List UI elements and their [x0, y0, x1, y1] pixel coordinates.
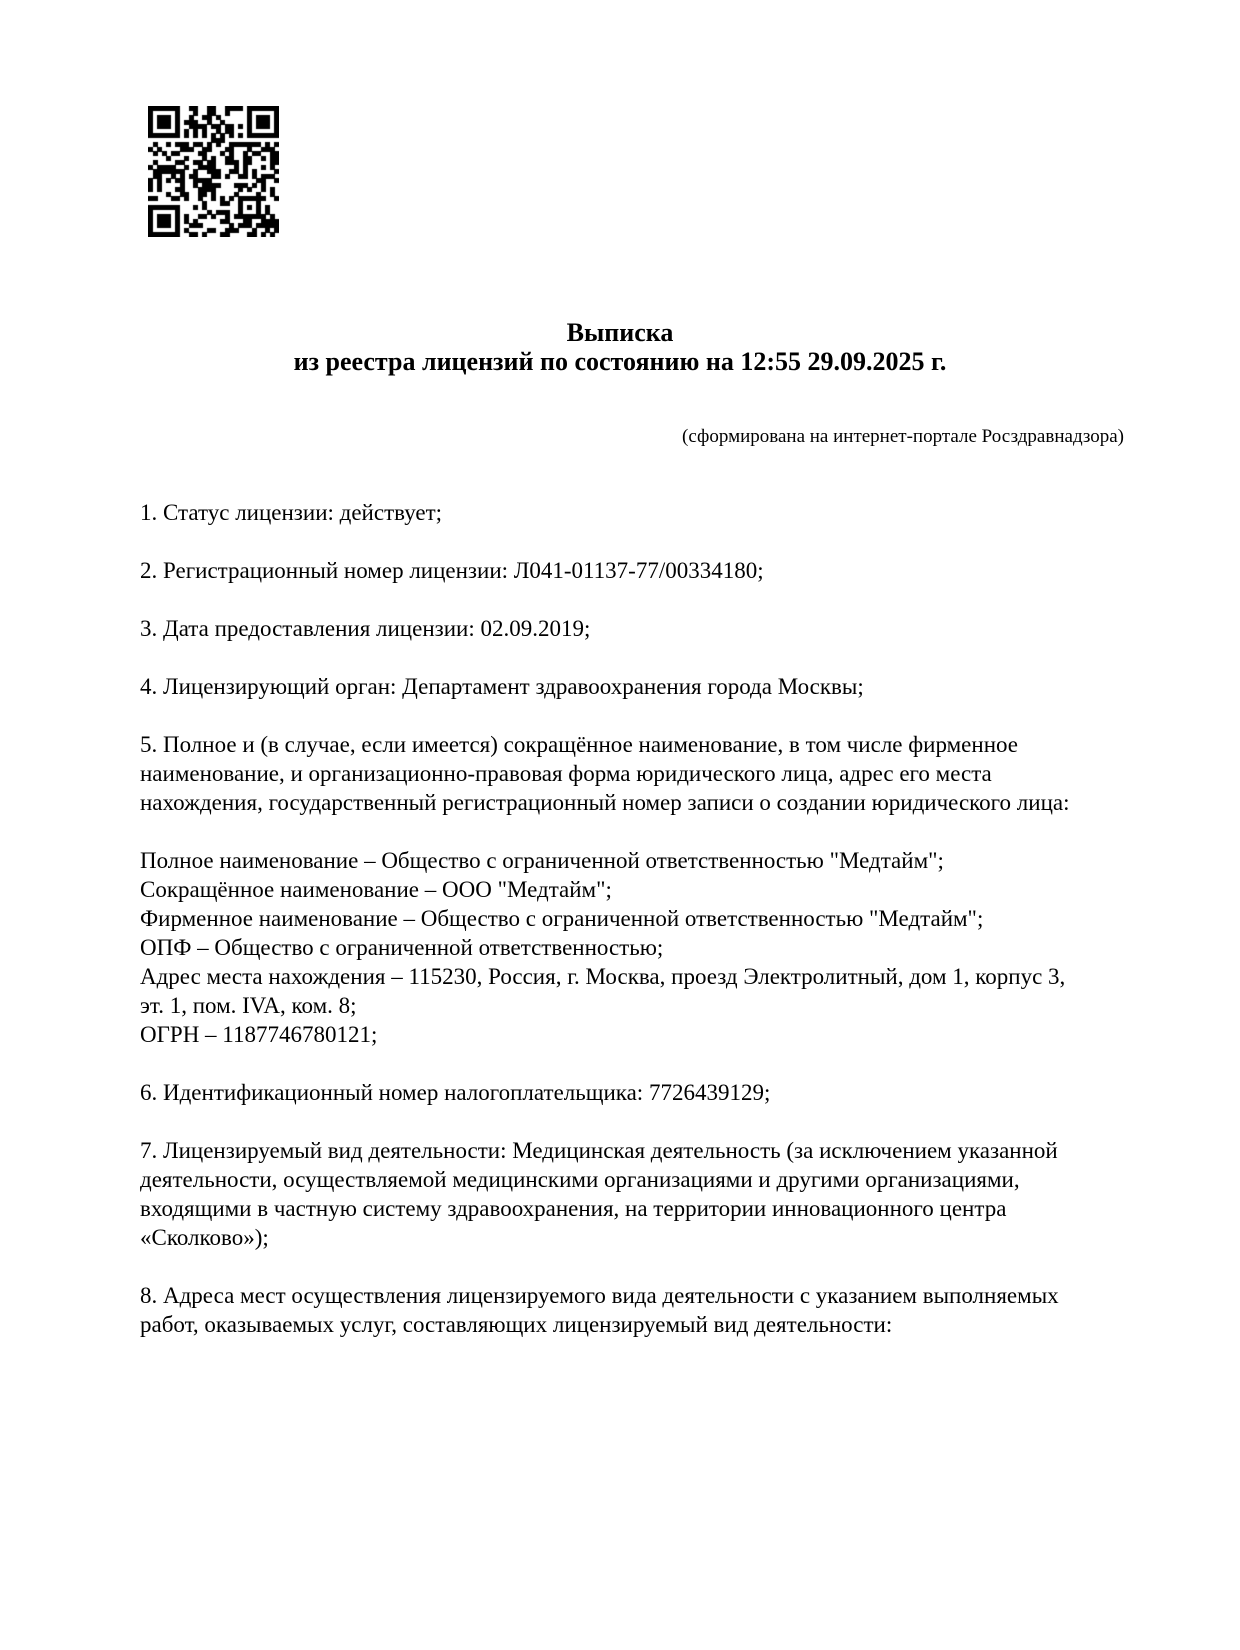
text-line: Полное наименование – Общество с ограниченной ответственностью "Медтайм";	[140, 848, 944, 873]
paragraph	[140, 556, 1115, 585]
text-line: 8. Адреса мест осуществления лицензируемого вида деятельности с указанием выполняемых	[140, 1283, 1059, 1308]
paragraph	[140, 614, 1115, 643]
paragraph	[140, 498, 1115, 527]
text-line: наименование, и организационно-правовая форма юридического лица, адрес его места	[140, 761, 992, 786]
paragraph	[140, 1281, 1115, 1339]
title-line-2: из реестра лицензий по состоянию на 12:55 29.09.2025 г.	[293, 347, 947, 376]
document-body	[140, 498, 1115, 1368]
text-line: деятельности, осуществляемой медицинскими организациями и другими организациями,	[140, 1167, 1020, 1192]
paragraph	[140, 846, 1115, 1049]
qr-code-icon	[148, 106, 279, 237]
document-title	[0, 318, 1240, 376]
text-line: входящими в частную систему здравоохранения, на территории инновационного центра	[140, 1196, 1007, 1221]
text-line: работ, оказываемых услуг, составляющих лицензируемый вид деятельности:	[140, 1312, 893, 1337]
paragraph	[140, 1136, 1115, 1252]
text-line: ОПФ – Общество с ограниченной ответственностью;	[140, 935, 664, 960]
title-line-1: Выписка	[566, 318, 674, 347]
text-line: 2. Регистрационный номер лицензии: Л041-01137-77/00334180;	[140, 558, 764, 583]
text-line: 1. Статус лицензии: действует;	[140, 500, 443, 525]
paragraph	[140, 672, 1115, 701]
text-line: 6. Идентификационный номер налогоплательщика: 7726439129;	[140, 1080, 771, 1105]
text-line: нахождения, государственный регистрационный номер записи о создании юридического лица:	[140, 790, 1070, 815]
text-line: Адрес места нахождения – 115230, Россия, г. Москва, проезд Электролитный, дом 1, корпус 3,	[140, 964, 1066, 989]
text-line: 7. Лицензируемый вид деятельности: Медицинская деятельность (за исключением указанной	[140, 1138, 1058, 1163]
paragraph	[140, 730, 1115, 817]
text-line: 3. Дата предоставления лицензии: 02.09.2019;	[140, 616, 591, 641]
text-line: 4. Лицензирующий орган: Департамент здравоохранения города Москвы;	[140, 674, 864, 699]
qr-code-image	[148, 106, 279, 237]
text-line: эт. 1, пом. IVA, ком. 8;	[140, 993, 357, 1018]
text-line: «Сколково»);	[140, 1225, 269, 1250]
paragraph	[140, 1078, 1115, 1107]
text-line: ОГРН – 1187746780121;	[140, 1022, 378, 1047]
text-line: Фирменное наименование – Общество с ограниченной ответственностью "Медтайм";	[140, 906, 984, 931]
text-line: Сокращённое наименование – ООО "Медтайм";	[140, 877, 612, 902]
generation-note: (сформирована на интернет-портале Росздравнадзора)	[682, 426, 1124, 447]
text-line: 5. Полное и (в случае, если имеется) сокращённое наименование, в том числе фирменное	[140, 732, 1018, 757]
